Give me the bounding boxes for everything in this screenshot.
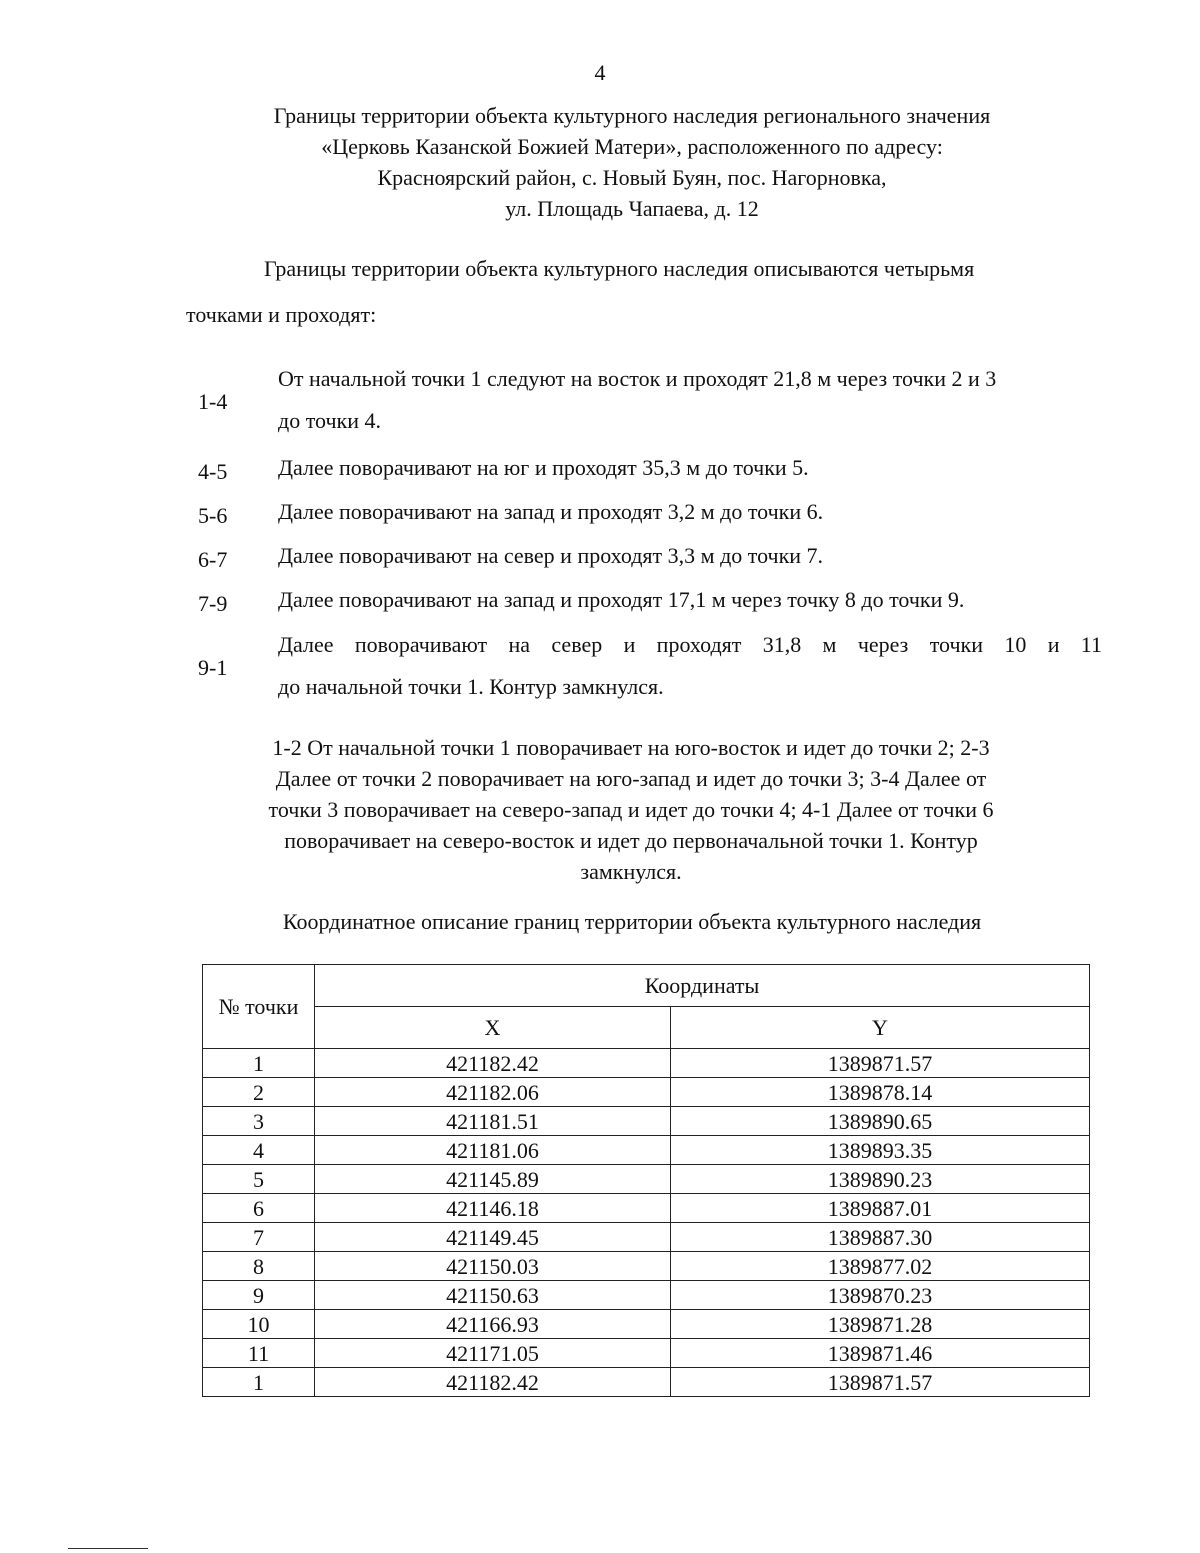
cell-y: 1389893.35 bbox=[671, 1136, 1090, 1165]
cell-x: 421182.06 bbox=[315, 1078, 671, 1107]
column-header-x: X bbox=[315, 1007, 671, 1049]
cell-y: 1389878.14 bbox=[671, 1078, 1090, 1107]
title-line-3: Красноярский район, с. Новый Буян, пос. Нагорновка, bbox=[377, 165, 887, 190]
cell-point: 8 bbox=[203, 1252, 315, 1281]
segment-code: 5-6 bbox=[198, 503, 228, 528]
column-header-coordinates: Координаты bbox=[315, 965, 1090, 1007]
segment-item bbox=[198, 446, 1102, 490]
segment-item bbox=[198, 490, 1102, 534]
table-body bbox=[203, 1049, 1090, 1397]
summary-line: 1-2 От начальной точки 1 поворачивает на юго-восток и идет до точки 2; 2-3 bbox=[272, 735, 990, 760]
cell-x: 421181.51 bbox=[315, 1107, 671, 1136]
intro-line-1: Границы территории объекта культурного наследия описываются четырьмя bbox=[264, 256, 975, 281]
segment-line: до точки 4. bbox=[278, 408, 381, 433]
summary-line: поворачивает на северо-восток и идет до первоначальной точки 1. Контур bbox=[284, 828, 978, 853]
title-line-4: ул. Площадь Чапаева, д. 12 bbox=[505, 196, 759, 221]
table-row bbox=[203, 1252, 1090, 1281]
cell-point: 3 bbox=[203, 1107, 315, 1136]
segment-item bbox=[198, 578, 1102, 622]
cell-y: 1389890.65 bbox=[671, 1107, 1090, 1136]
cell-y: 1389871.28 bbox=[671, 1310, 1090, 1339]
table-row bbox=[203, 1136, 1090, 1165]
cell-point: 9 bbox=[203, 1281, 315, 1310]
segment-item bbox=[198, 534, 1102, 578]
cell-x: 421150.03 bbox=[315, 1252, 671, 1281]
page-number: 4 bbox=[594, 60, 606, 85]
cell-y: 1389887.30 bbox=[671, 1223, 1090, 1252]
table-caption: Координатное описание границ территории объекта культурного наследия bbox=[282, 909, 982, 934]
cell-y: 1389871.57 bbox=[671, 1368, 1090, 1397]
cell-y: 1389871.57 bbox=[671, 1049, 1090, 1078]
cell-x: 421181.06 bbox=[315, 1136, 671, 1165]
title-line-1: Границы территории объекта культурного наследия регионального значения bbox=[273, 103, 991, 128]
segment-line: От начальной точки 1 следуют на восток и проходят 21,8 м через точки 2 и 3 bbox=[278, 366, 997, 391]
cell-point: 1 bbox=[203, 1368, 315, 1397]
intro-paragraph bbox=[186, 246, 1096, 338]
cell-point: 6 bbox=[203, 1194, 315, 1223]
summary-paragraph bbox=[186, 732, 1076, 887]
intro-line-2: точками и проходят: bbox=[186, 302, 377, 327]
segment-item bbox=[198, 356, 1102, 446]
table-row bbox=[203, 1223, 1090, 1252]
footer-rule bbox=[68, 1548, 148, 1549]
document-title bbox=[160, 100, 1104, 224]
cell-point: 5 bbox=[203, 1165, 315, 1194]
segment-code: 4-5 bbox=[198, 459, 228, 484]
cell-point: 4 bbox=[203, 1136, 315, 1165]
cell-x: 421171.05 bbox=[315, 1339, 671, 1368]
summary-line: точки 3 поворачивает на северо-запад и идет до точки 4; 4-1 Далее от точки 6 bbox=[268, 797, 994, 822]
segment-description bbox=[278, 622, 1102, 712]
segment-code: 7-9 bbox=[198, 591, 228, 616]
cell-y: 1389871.46 bbox=[671, 1339, 1090, 1368]
cell-point: 10 bbox=[203, 1310, 315, 1339]
table-row bbox=[203, 1078, 1090, 1107]
cell-y: 1389877.02 bbox=[671, 1252, 1090, 1281]
segment-description: Далее поворачивают на запад и проходят 3,2 м до точки 6. bbox=[278, 499, 824, 524]
segment-line: Далее поворачивают на север и проходят 31,8 м через точки 10 и 11 bbox=[278, 632, 1102, 657]
segment-description: Далее поворачивают на юг и проходят 35,3 м до точки 5. bbox=[278, 455, 809, 480]
cell-y: 1389870.23 bbox=[671, 1281, 1090, 1310]
segment-item bbox=[198, 622, 1102, 712]
table-row bbox=[203, 1368, 1090, 1397]
segment-code: 1-4 bbox=[198, 389, 228, 414]
cell-point: 11 bbox=[203, 1339, 315, 1368]
summary-line: замкнулся. bbox=[580, 859, 682, 884]
cell-x: 421146.18 bbox=[315, 1194, 671, 1223]
title-line-2: «Церковь Казанской Божией Матери», расположенного по адресу: bbox=[321, 134, 943, 159]
summary-line: Далее от точки 2 поворачивает на юго-запад и идет до точки 3; 3-4 Далее от bbox=[275, 766, 987, 791]
table-row bbox=[203, 1281, 1090, 1310]
segment-description: Далее поворачивают на север и проходят 3,3 м до точки 7. bbox=[278, 543, 824, 568]
table-row bbox=[203, 1165, 1090, 1194]
cell-x: 421166.93 bbox=[315, 1310, 671, 1339]
cell-x: 421149.45 bbox=[315, 1223, 671, 1252]
cell-x: 421182.42 bbox=[315, 1368, 671, 1397]
column-header-point: № точки bbox=[203, 965, 315, 1049]
table-row bbox=[203, 1339, 1090, 1368]
segment-line: до начальной точки 1. Контур замкнулся. bbox=[278, 674, 664, 699]
cell-y: 1389887.01 bbox=[671, 1194, 1090, 1223]
coordinates-table bbox=[202, 964, 1090, 1397]
table-row bbox=[203, 1107, 1090, 1136]
cell-point: 7 bbox=[203, 1223, 315, 1252]
table-row bbox=[203, 1310, 1090, 1339]
cell-x: 421150.63 bbox=[315, 1281, 671, 1310]
cell-x: 421182.42 bbox=[315, 1049, 671, 1078]
cell-point: 1 bbox=[203, 1049, 315, 1078]
table-row bbox=[203, 1049, 1090, 1078]
cell-x: 421145.89 bbox=[315, 1165, 671, 1194]
table-row bbox=[203, 1194, 1090, 1223]
segment-description bbox=[278, 356, 1102, 446]
column-header-y: Y bbox=[671, 1007, 1090, 1049]
boundary-segments bbox=[198, 356, 1102, 712]
segment-code: 6-7 bbox=[198, 547, 228, 572]
segment-code: 9-1 bbox=[198, 655, 228, 680]
segment-description: Далее поворачивают на запад и проходят 17,1 м через точку 8 до точки 9. bbox=[278, 587, 965, 612]
cell-y: 1389890.23 bbox=[671, 1165, 1090, 1194]
cell-point: 2 bbox=[203, 1078, 315, 1107]
